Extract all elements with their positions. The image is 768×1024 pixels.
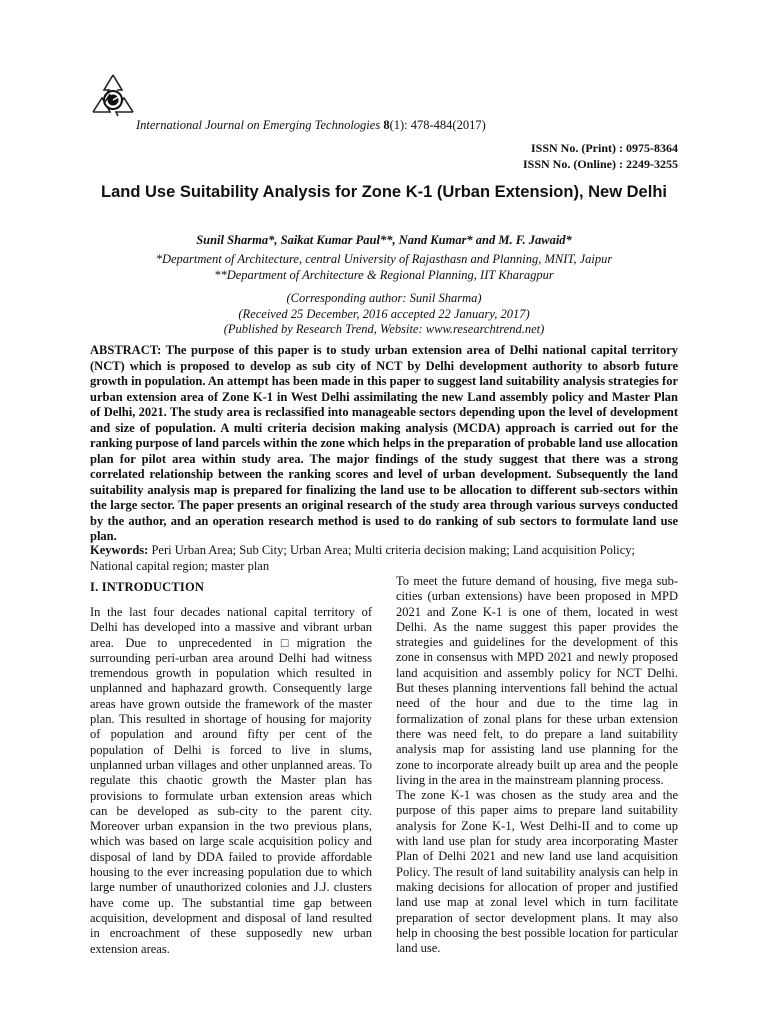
intro-paragraph-3: The zone K-1 was chosen as the study area and the purpose of this paper aims to prepare land suitability analysis for Zone K-1, West Delhi-II and to come up with land use plan for study area incorporating Master Plan of Delhi 2021 and new land use land acquisition Policy. The result of land suitability analysis can help in making decisions for allocation of proper and justified land use map at zonal level which in turn facilitate preparation of sector development plans. It may also help in choosing the best possible location for particular land use. bbox=[396, 788, 678, 956]
intro-paragraph-2: To meet the future demand of housing, five mega sub-cities (urban extensions) have been proposed in MPD 2021 and Zone K-1 is one of them, located in west Delhi. As the name suggest this paper provides the strategies and guidelines for the development of this zone in consensus with MPD 2021 and newly proposed land acquisition and assembly policy for NCT Delhi. But theses planning interventions fall behind the actual need of the hour and due to the time lag in formalization of zonal plans for these urban extension there was need felt, to do prepare a land suitability analysis map for assisting land use planning for the zone to incorporate already built up area and the people living in the area in the mainstream planning process. bbox=[396, 574, 678, 787]
left-column bbox=[90, 580, 372, 957]
journal-volume: 8 bbox=[383, 118, 390, 132]
affiliation-1: *Department of Architecture, central University of Rajasthasn and Planning, MNIT, Jaipur bbox=[155, 252, 613, 266]
keywords bbox=[90, 543, 678, 574]
corresponding-author: (Corresponding author: Sunil Sharma) bbox=[286, 291, 482, 305]
publication-info bbox=[90, 291, 678, 338]
issn-block bbox=[523, 140, 678, 172]
affiliations bbox=[90, 252, 678, 283]
author-list: Sunil Sharma*, Saikat Kumar Paul**, Nand Kumar* and M. F. Jawaid* bbox=[196, 233, 572, 247]
journal-name: International Journal on Emerging Technologies bbox=[136, 118, 381, 132]
issn-print: ISSN No. (Print) : 0975-8364 bbox=[531, 141, 678, 155]
keywords-text: Peri Urban Area; Sub City; Urban Area; Multi criteria decision making; Land acquisition Policy; National capital region; master plan bbox=[90, 543, 636, 573]
affiliation-2: **Department of Architecture & Regional Planning, IIT Kharagpur bbox=[214, 267, 554, 282]
abstract: ABSTRACT: The purpose of this paper is to study urban extension area of Delhi national capital territory (NCT) which is proposed to develop as sub city of NCT by Delhi development authority to absorb future growth in population. An attempt has been made in this paper to suggest land suitability analysis strategies for urban extension area of Zone K-1 in West Delhi assimilating the new Land assembly policy and Master Plan of Delhi, 2021. The study area is reclassified into manageable sectors depending upon the level of development and size of population. A multi criteria decision making analysis (MCDA) approach is carried out for the ranking purpose of land parcels within the zone which helps in the preparation of probable land use allocation plan for pilot area within study area. The major findings of the study suggest that there was a strong correlated relationship between the ranking scores and level of urban development. Subsequently the land suitability analysis map is prepared for finalizing the land use to be allocation to different sub-sectors within the large sector. The paper presents an original research of the study area through various surveys conducted by the author, and an operation research method is used to do ranking of sub sectors to formulate land use plan. bbox=[90, 343, 678, 543]
journal-logo-icon bbox=[88, 72, 138, 126]
journal-issue-pages: (1): 478-484(2017) bbox=[389, 118, 486, 132]
issn-online: ISSN No. (Online) : 2249-3255 bbox=[522, 157, 678, 171]
journal-citation bbox=[136, 118, 486, 133]
published-by: (Published by Research Trend, Website: www.researchtrend.net) bbox=[223, 322, 545, 336]
right-column bbox=[396, 574, 678, 956]
section-heading-introduction: I. INTRODUCTION bbox=[90, 580, 205, 594]
intro-paragraph-1: In the last four decades national capital territory of Delhi has developed into a massive and vibrant urban area. Due to unprecedented in□migration the surrounding peri-urban area around Delhi had witness tremendous growth in population which resulted in unplanned and haphazard growth. Consequently large areas have grown outside the framework of the master plan. This resulted in shortage of housing for majority of population and around fifty per cent of the population of Delhi is forced to live in slums, unplanned urban villages and other unplanned areas. To regulate this chaotic growth the Master plan has provisions to formulate urban extension areas which can be developed as sub-city to the parent city. Moreover urban expansion in the two previous plans, which was based on large scale acquisition policy and disposal of land by DDA failed to provide affordable housing to the ever increasing population due to which large number of unauthorized colonies and J.J. clusters have come up. The substantial time gap between acquisition, development and disposal of land resulted in encroachment of these supposedly new urban extension areas. bbox=[90, 605, 372, 956]
received-date: (Received 25 December, 2016 accepted 22 January, 2017) bbox=[238, 306, 530, 321]
paper-title: Land Use Suitability Analysis for Zone K-1 (Urban Extension), New Delhi bbox=[101, 183, 667, 201]
keywords-label: Keywords: bbox=[90, 543, 149, 557]
